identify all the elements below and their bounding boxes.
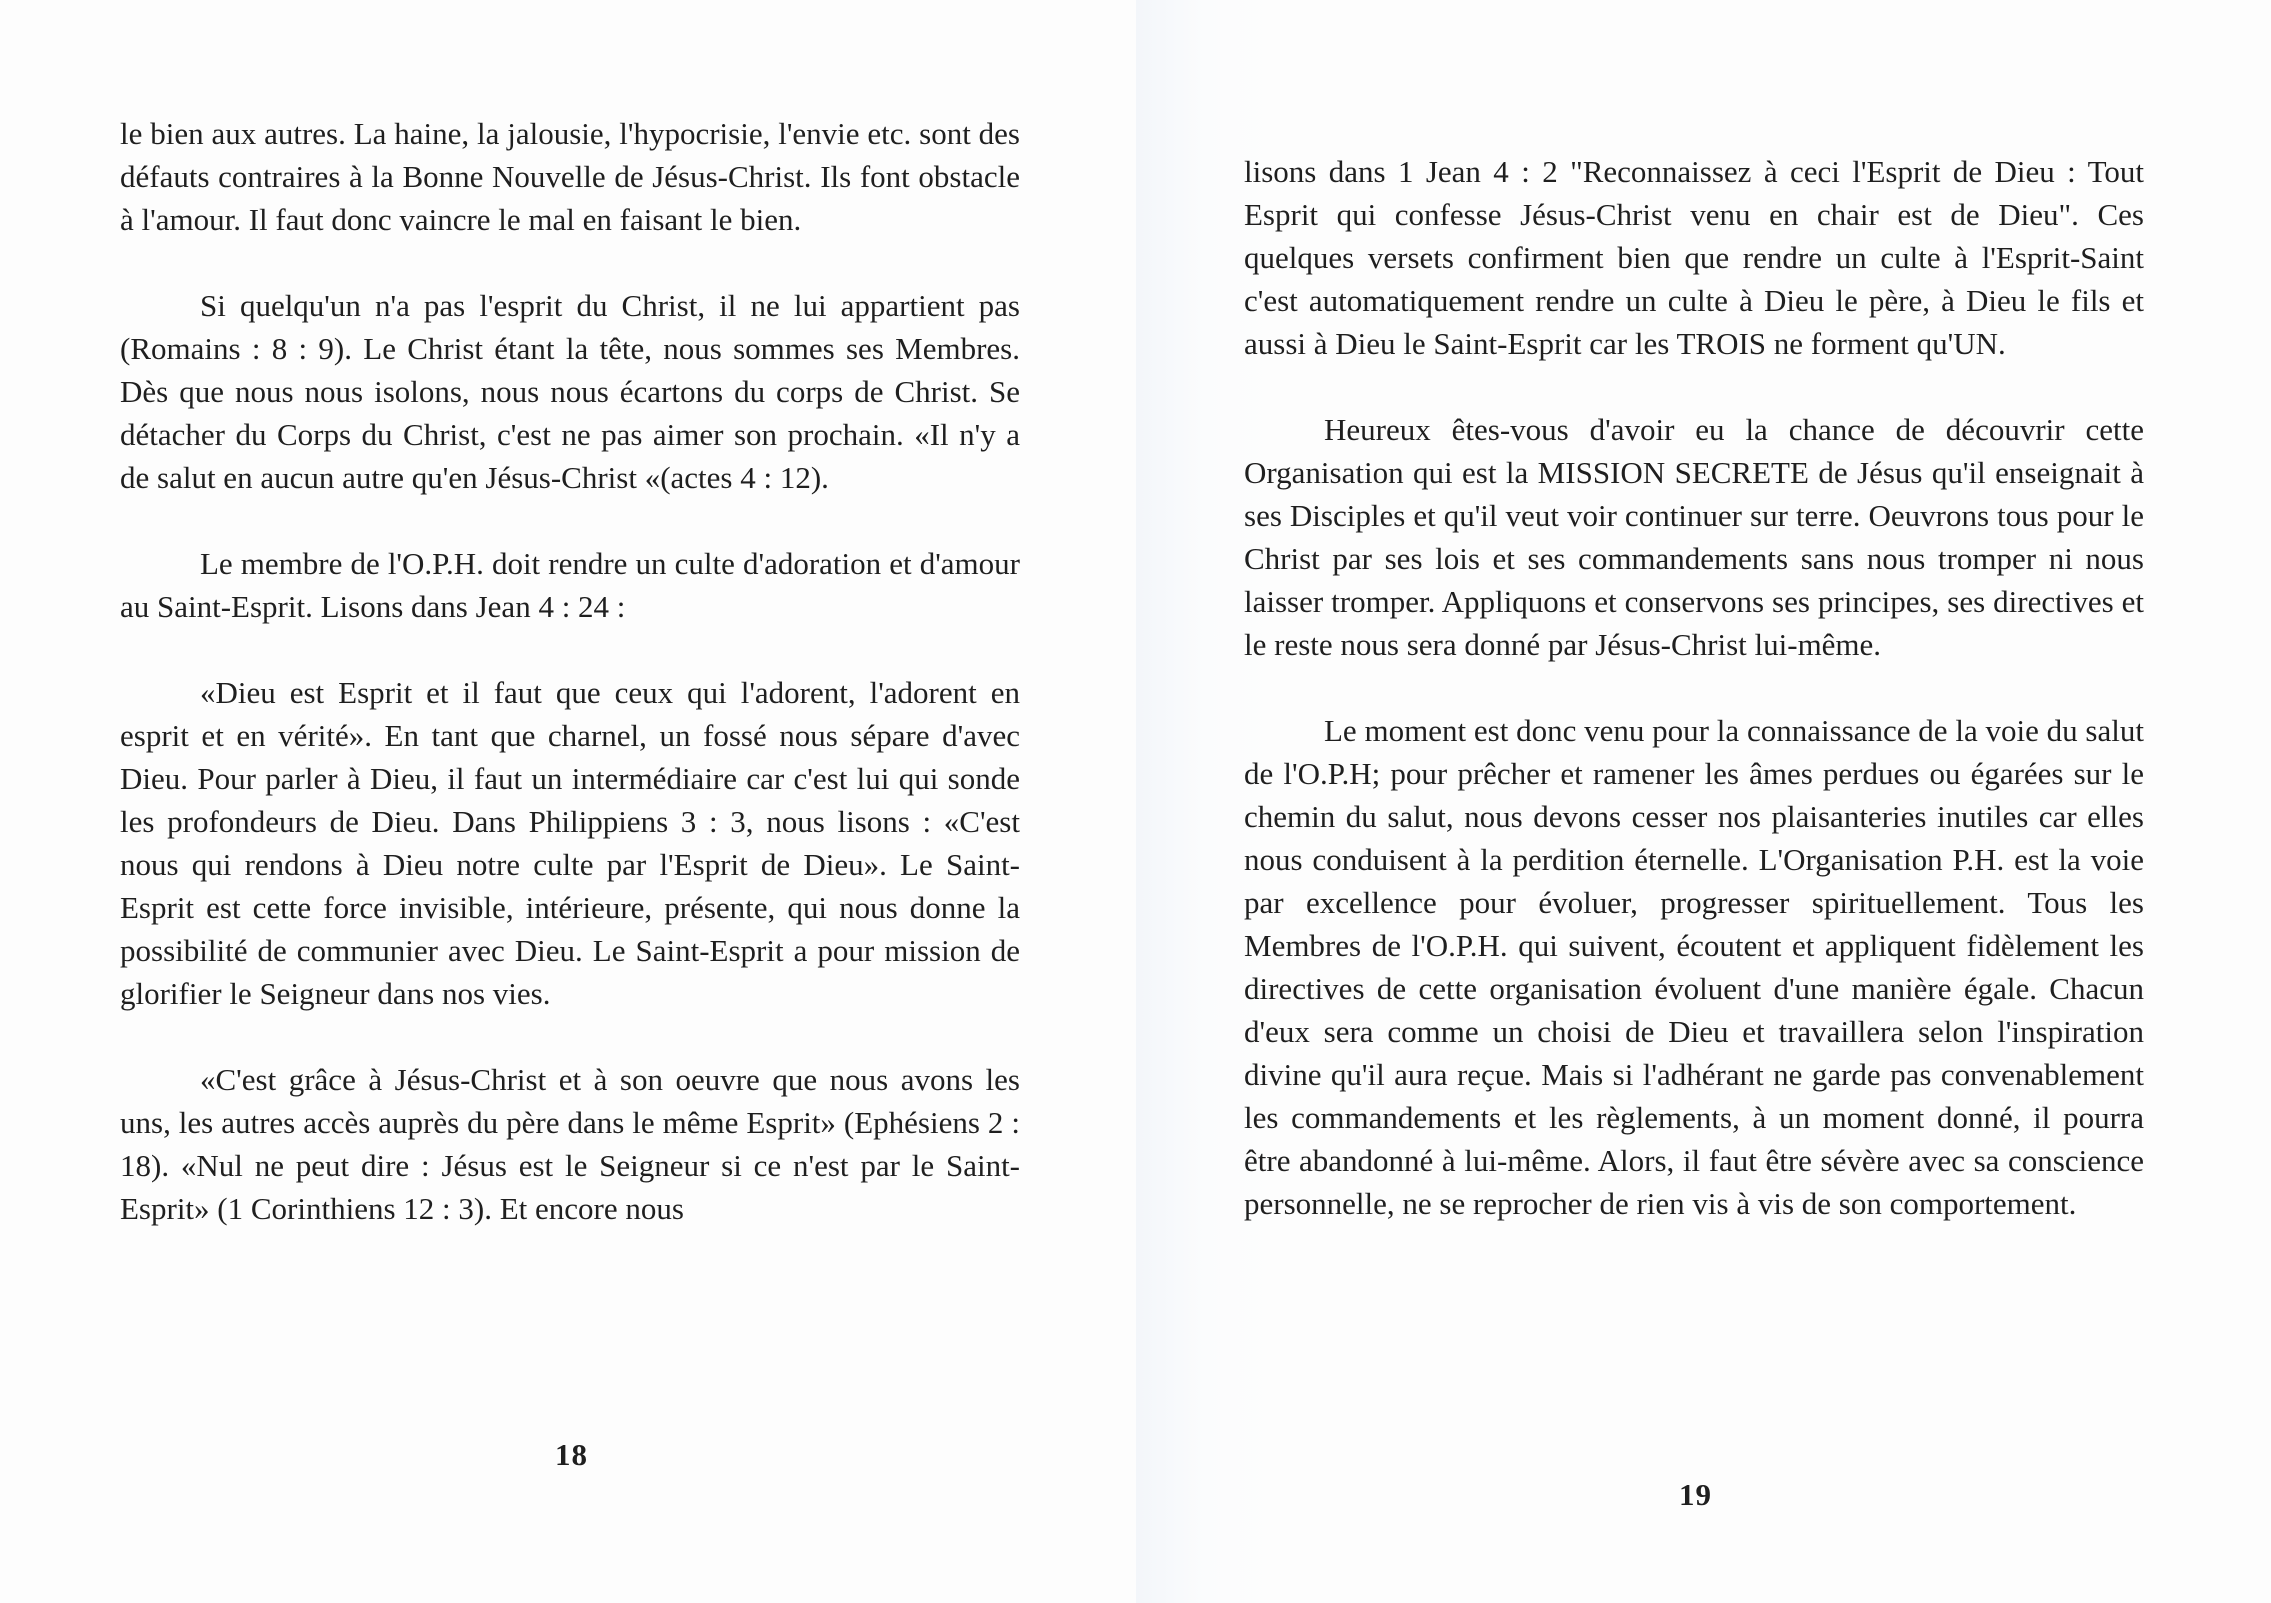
paragraph: Heureux êtes-vous d'avoir eu la chance de découvrir cette Organisation qui est la MISSION SECRETE de Jésus qu'il enseignait à ses Disciples et qu'il veut voir continuer sur terre. Oeuvrons tous pour le Christ par ses lois et ses commandements sans nous tromper ni nous laisser tromper. Appliquons et conservons ses principes, ses directives et le reste nous sera donné par Jésus-Christ lui-même.: [1244, 412, 2144, 662]
paragraph: «C'est grâce à Jésus-Christ et à son oeuvre que nous avons les uns, les autres accès auprès du père dans le même Esprit» (Ephésiens 2 : 18). «Nul ne peut dire : Jésus est le Seigneur si ce n'est par le Saint-Esprit» (1 Corinthiens 12 : 3). Et encore nous: [120, 1062, 1020, 1226]
paragraph: lisons dans 1 Jean 4 : 2 "Reconnaissez à ceci l'Esprit de Dieu : Tout Esprit qui confesse Jésus-Christ venu en chair est de Dieu". Ces quelques versets confirment bien que rendre un culte à l'Esprit-Saint c'est automatiquement rendre un culte à Dieu le père, à Dieu le fils et aussi à Dieu le Saint-Esprit car les TROIS ne forment qu'UN.: [1244, 154, 2144, 361]
left-page-text: [120, 112, 1020, 1230]
paragraph: le bien aux autres. La haine, la jalousie, l'hypocrisie, l'envie etc. sont des défauts contraires à la Bonne Nouvelle de Jésus-Christ. Ils font obstacle à l'amour. Il faut donc vaincre le mal en faisant le bien.: [120, 116, 1020, 237]
left-page: [0, 0, 1135, 1603]
right-page-text: [1244, 150, 2144, 1225]
page-number: 19: [1679, 1477, 1712, 1512]
paragraph: «Dieu est Esprit et il faut que ceux qui l'adorent, l'adorent en esprit et en vérité». En tant que charnel, un fossé nous sépare d'avec Dieu. Pour parler à Dieu, il faut un intermédiaire car c'est lui qui sonde les profondeurs de Dieu. Dans Philippiens 3 : 3, nous lisons : «C'est nous qui rendons à Dieu notre culte par l'Esprit de Dieu». Le Saint-Esprit est cette force invisible, intérieure, présente, qui nous donne la possibilité de communier avec Dieu. Le Saint-Esprit a pour mission de glorifier le Seigneur dans nos vies.: [120, 675, 1020, 1011]
paragraph: Si quelqu'un n'a pas l'esprit du Christ, il ne lui appartient pas (Romains : 8 : 9). Le Christ étant la tête, nous sommes ses Membres. Dès que nous nous isolons, nous nous écartons du corps de Christ. Se détacher du Corps du Christ, c'est ne pas aimer son prochain. «Il n'y a de salut en aucun autre qu'en Jésus-Christ «(actes 4 : 12).: [120, 288, 1020, 495]
right-page: [1136, 0, 2271, 1603]
page-number: 18: [555, 1437, 588, 1472]
paragraph: Le membre de l'O.P.H. doit rendre un culte d'adoration et d'amour au Saint-Esprit. Lisons dans Jean 4 : 24 :: [120, 546, 1020, 624]
paragraph: Le moment est donc venu pour la connaissance de la voie du salut de l'O.P.H; pour prêcher et ramener les âmes perdues ou égarées sur le chemin du salut, nous devons cesser nos plaisanteries inutiles car elles nous conduisent à la perdition éternelle. L'Organisation P.H. est la voie par excellence pour évoluer, progresser spirituellement. Tous les Membres de l'O.P.H. qui suivent, écoutent et appliquent fidèlement les directives de cette organisation évoluent d'une manière égale. Chacun d'eux sera comme un choisi de Dieu et travaillera selon l'inspiration divine qu'il aura reçue. Mais si l'adhérant ne garde pas convenablement les commandements et les règlements, à un moment donné, il pourra être abandonné à lui-même. Alors, il faut être sévère avec sa conscience personnelle, ne se reprocher de rien vis à vis de son comportement.: [1244, 713, 2144, 1221]
